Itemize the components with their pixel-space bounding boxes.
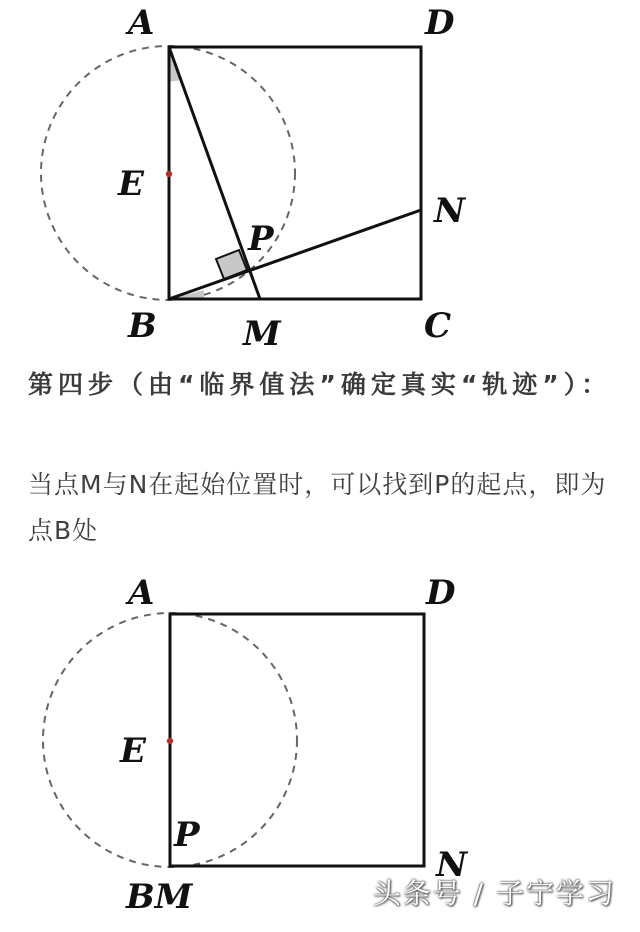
figure-2-label-bm: BM <box>126 877 193 917</box>
figure-1-diagram <box>0 0 640 360</box>
figure-2-label-e: E <box>120 731 146 771</box>
figure-1-label-b: B <box>128 306 157 346</box>
figure-2-label-a: A <box>128 573 155 613</box>
figure-1-point-e <box>166 171 172 177</box>
step-body: 当点M与N在起始位置时，可以找到P的起点，即为点B处 <box>28 470 607 545</box>
figure-2-label-p: P <box>174 815 200 855</box>
figure-1-label-n: N <box>434 191 466 231</box>
figure-2-point-e <box>167 738 173 744</box>
figure-1-label-m: M <box>243 314 281 354</box>
figure-1-segment-bn <box>169 210 421 299</box>
figure-1-label-p: P <box>248 219 274 259</box>
figure-1-label-c: C <box>424 306 452 346</box>
figure-2-label-n: N <box>436 845 468 885</box>
figure-1-label-d: D <box>425 3 455 43</box>
figure-1-label-a: A <box>128 3 155 43</box>
step-heading: 第四步（由“临界值法”确定真实“轨迹”）： <box>28 370 612 399</box>
figure-1-label-e: E <box>118 164 144 204</box>
figure-1-segment-am <box>169 47 260 299</box>
figure-1-svg <box>0 0 640 360</box>
figure-2-label-d: D <box>426 573 456 613</box>
watermark: 头条号 / 子宁学习 <box>372 877 616 910</box>
